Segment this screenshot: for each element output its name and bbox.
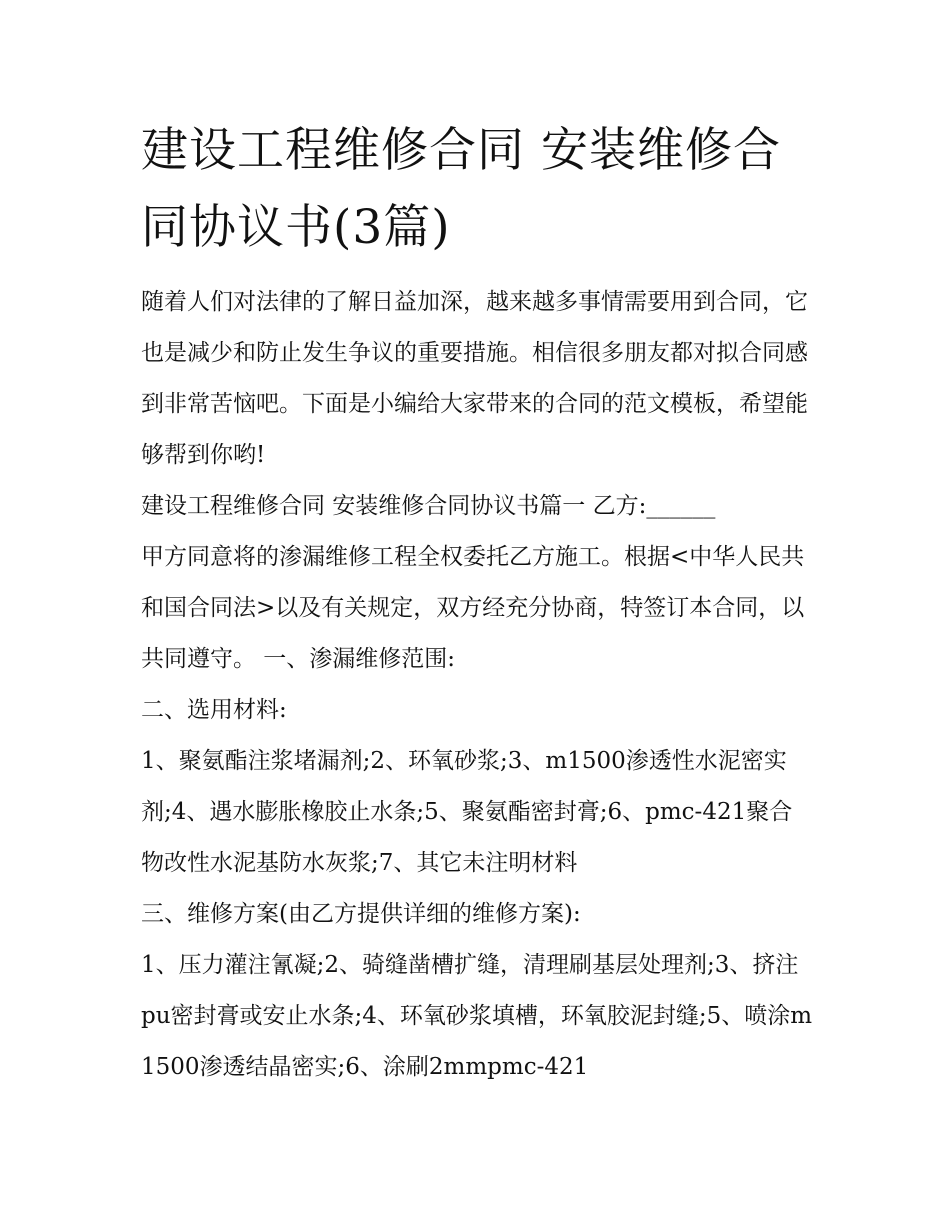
materials-list: 1、聚氨酯注浆堵漏剂;2、环氧砂浆;3、m1500渗透性水泥密实剂;4、遇水膨胀橡胶止水条;5、聚氨酯密封膏;6、pmc-421聚合物改性水泥基防水灰浆;7、其它未注明材料 bbox=[141, 748, 793, 876]
repair-plan-heading: 三、维修方案(由乙方提供详细的维修方案): bbox=[141, 901, 581, 927]
agreement-paragraph: 甲方同意将的渗漏维修工程全权委托乙方施工。根据<中华人民共和国合同法>以及有关规定，双方经充分协商，特签订本合同，以共同遵守。 一、渗漏维修范围: bbox=[141, 544, 805, 672]
section-heading-contract-one: 建设工程维修合同 安装维修合同协议书篇一 乙方:______ bbox=[141, 493, 716, 519]
document-title: 建设工程维修合同 安装维修合同协议书(3篇) bbox=[141, 123, 781, 255]
repair-plan-list: 1、压力灌注氰凝;2、骑缝凿槽扩缝，清理刷基层处理剂;3、挤注pu密封膏或安止水条;4、环氧砂浆填槽，环氧胶泥封缝;5、喷涂m1500渗透结晶密实;6、涂刷2mmpmc-421 bbox=[141, 952, 813, 1080]
materials-heading: 二、选用材料: bbox=[141, 697, 287, 723]
intro-paragraph: 随着人们对法律的了解日益加深，越来越多事情需要用到合同，它也是减少和防止发生争议的重要措施。相信很多朋友都对拟合同感到非常苦恼吧。下面是小编给大家带来的合同的范文模板，希望能够帮到你哟! bbox=[141, 289, 808, 468]
document-page bbox=[141, 112, 813, 1093]
document-body bbox=[141, 277, 813, 1093]
